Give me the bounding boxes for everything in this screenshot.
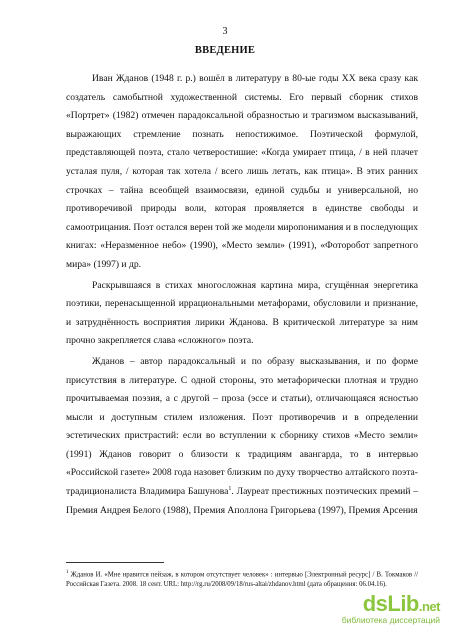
paragraph-3-text-after: . Лауреат престижных поэтических премий – Премия Андрея Белого (1988), Премия Аполлона Григорьева (1997), Премия Арсения: [66, 486, 418, 516]
page-number: 3: [222, 26, 228, 37]
body-text: [66, 70, 418, 522]
paragraph-1: Иван Жданов (1948 г. р.) вошёл в литературу в 80-ые годы XX века сразу как создатель самобытной художественной системы. Его первый сборник стихов «Портрет» (1982) отмечен парадоксальной образностью и трагизмом высказываний, выражающих стремление познать непостижимое. Поэтической формулой, представляющей поэта, стало четверостишие: «Когда умирает птица, / в ней плачет усталая пуля, / которая так хотела / всего лишь летать, как птица». В этих ранних строчках – тайна всеобщей взаимосвязи, единой судьбы и универсальной, но противоречивой природы воли, которая проявляется в единстве свободы и самоотрицания. Поэт остался верен той же модели миропонимания и в последующих книгах: «Неразменное небо» (1990), «Место земли» (1991), «Фоторобот запретного мира» (1997) и др.: [66, 73, 418, 270]
watermark-tagline: библиотека диссертаций: [341, 615, 440, 625]
footnote: [66, 568, 418, 589]
paragraph-2: Раскрывшаяся в стихах многосложная картина мира, сгущённая энергетика поэтики, перенасыщенной иррациональными метафорами, обусловили и признание, и затруднённость восприятия лирики Жданова. В критической литературе за ним прочно закрепляется слава «сложного» поэта.: [66, 279, 418, 347]
footnote-number: 1: [66, 570, 69, 575]
footnote-text: Жданов И. «Мне нравится пейзаж, в котором отсутствует человек» : интервью [Электронный ресурс] / В. Токмаков // Российская Газета. 2008. 18 сент. URL: http://rg.ru/2008/09/18/rus-altai/zhdanov.html (дата обращения: 06.04.16).: [66, 571, 419, 588]
watermark-logo-main: dsLib: [362, 591, 419, 616]
watermark-logo-tld: .net: [418, 599, 440, 614]
watermark-logo: [363, 591, 440, 617]
paragraph-3: [66, 353, 418, 520]
dslib-watermark: [318, 591, 440, 627]
paragraph-3-text-before: Жданов – автор парадоксальный и по образу высказывания, и по форме присутствия в литературе. С одной стороны, это метафорически плотная и трудно прочитываемая поэзия, а с другой – проза (эссе и статьи), отличающаяся ясностью мысли и доступным стилем изложения. Поэт противоречив и в определении эстетических пристрастий: если во вступлении к сборнику стихов «Место земли» (1991) Жданов говорит о близости к традициям авангарда, то в интервью «Российской газете» 2008 года назовет близким по духу творчество алтайского поэта-традиционалиста Владимира Башунова: [66, 355, 418, 498]
section-heading: ВВЕДЕНИЕ: [194, 45, 256, 56]
footnote-divider: [66, 562, 164, 563]
footnote-reference[interactable]: 1: [228, 485, 232, 492]
